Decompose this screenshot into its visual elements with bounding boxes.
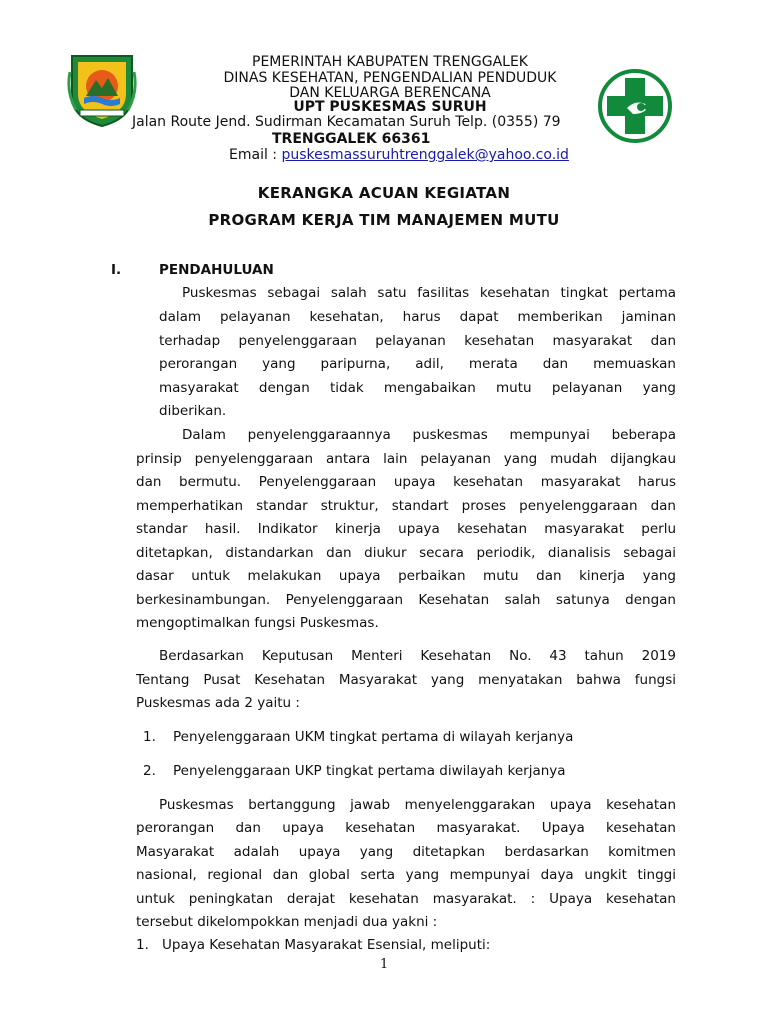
letterhead-line-3: DAN KELUARGA BERENCANA <box>289 85 491 101</box>
paragraph-2-line: dasar untuk melakukan upaya perbaikan mutu dan kinerja yang <box>136 568 676 584</box>
letterhead-unit-name: UPT PUSKESMAS SURUH <box>293 99 487 115</box>
letterhead-city: TRENGGALEK 66361 <box>272 131 431 147</box>
list-item <box>143 729 573 745</box>
list-item-number: 1. <box>143 729 156 745</box>
list-item-number: 2. <box>143 763 156 779</box>
paragraph-3-line: Tentang Pusat Kesehatan Masyarakat yang menyatakan bahwa fungsi <box>136 672 676 688</box>
paragraph-4-line: perorangan dan upaya kesehatan masyarakat. Upaya kesehatan <box>136 820 676 836</box>
paragraph-2-line: memperhatikan standar struktur, standart proses penyelenggaraan dan <box>136 498 676 514</box>
paragraph-2-line: prinsip penyelenggaraan antara lain pelayanan yang mudah dijangkau <box>136 451 676 467</box>
section-number: I. <box>111 262 122 278</box>
paragraph-4-line: tersebut dikelompokkan menjadi dua yakni : <box>136 914 438 930</box>
paragraph-2-line: Dalam penyelenggaraannya puskesmas mempunyai beberapa <box>182 427 676 443</box>
paragraph-4-line: untuk peningkatan derajat kesehatan masyarakat. : Upaya kesehatan <box>136 891 676 907</box>
paragraph-4-line: nasional, regional dan global serta yang mempunyai daya ungkit tinggi <box>136 867 676 883</box>
paragraph-1-line: Puskesmas sebagai salah satu fasilitas kesehatan tingkat pertama <box>182 285 676 301</box>
letterhead-line-1: PEMERINTAH KABUPATEN TRENGGALEK <box>252 54 528 70</box>
list-item-text: Penyelenggaraan UKP tingkat pertama diwilayah kerjanya <box>173 763 566 779</box>
section-heading <box>111 262 274 278</box>
paragraph-4-line: Puskesmas bertanggung jawab menyelenggarakan upaya kesehatan <box>159 797 676 813</box>
paragraph-1-line: dalam pelayanan kesehatan, harus dapat memberikan jaminan <box>159 309 676 325</box>
list-item <box>136 937 490 953</box>
paragraph-2-line: berkesinambungan. Penyelenggaraan Kesehatan salah satunya dengan <box>136 592 676 608</box>
letterhead-line-2: DINAS KESEHATAN, PENGENDALIAN PENDUDUK <box>223 70 557 86</box>
list-item-number: 1. <box>136 937 149 953</box>
paragraph-2-line: mengoptimalkan fungsi Puskesmas. <box>136 615 379 631</box>
email-label: Email : <box>229 147 282 163</box>
paragraph-2-line: ditetapkan, distandarkan dan diukur secara periodik, dianalisis sebagai <box>136 545 676 561</box>
paragraph-3-line: Puskesmas ada 2 yaitu : <box>136 695 300 711</box>
paragraph-3-line: Berdasarkan Keputusan Menteri Kesehatan No. 43 tahun 2019 <box>159 648 676 664</box>
list-item <box>143 763 566 779</box>
paragraph-2-line: dan bermutu. Penyelenggaraan upaya kesehatan masyarakat harus <box>136 474 676 490</box>
paragraph-1-line: diberikan. <box>159 403 227 419</box>
section-title: PENDAHULUAN <box>159 262 274 278</box>
paragraph-2-line: standar hasil. Indikator kinerja upaya kesehatan masyarakat perlu <box>136 521 676 537</box>
email-link[interactable]: puskesmassuruhtrenggalek@yahoo.co.id <box>281 147 569 163</box>
list-item-text: Penyelenggaraan UKM tingkat pertama di wilayah kerjanya <box>173 729 574 745</box>
document-subtitle: PROGRAM KERJA TIM MANAJEMEN MUTU <box>208 211 560 229</box>
letterhead-address: Jalan Route Jend. Sudirman Kecamatan Suruh Telp. (0355) 79 <box>132 114 561 130</box>
document-title: KERANGKA ACUAN KEGIATAN <box>257 184 511 202</box>
list-item-text: Upaya Kesehatan Masyarakat Esensial, meliputi: <box>162 937 491 953</box>
paragraph-4-line: Masyarakat adalah upaya yang ditetapkan berdasarkan komitmen <box>136 844 676 860</box>
paragraph-1-line: terhadap penyelenggaraan pelayanan kesehatan masyarakat dan <box>159 333 676 349</box>
letterhead-email-line <box>229 147 569 163</box>
paragraph-1-line: masyarakat dengan tidak mengabaikan mutu pelayanan yang <box>159 380 676 396</box>
page-number: 1 <box>380 957 389 972</box>
paragraph-1-line: perorangan yang paripurna, adil, merata dan memuaskan <box>159 356 676 372</box>
